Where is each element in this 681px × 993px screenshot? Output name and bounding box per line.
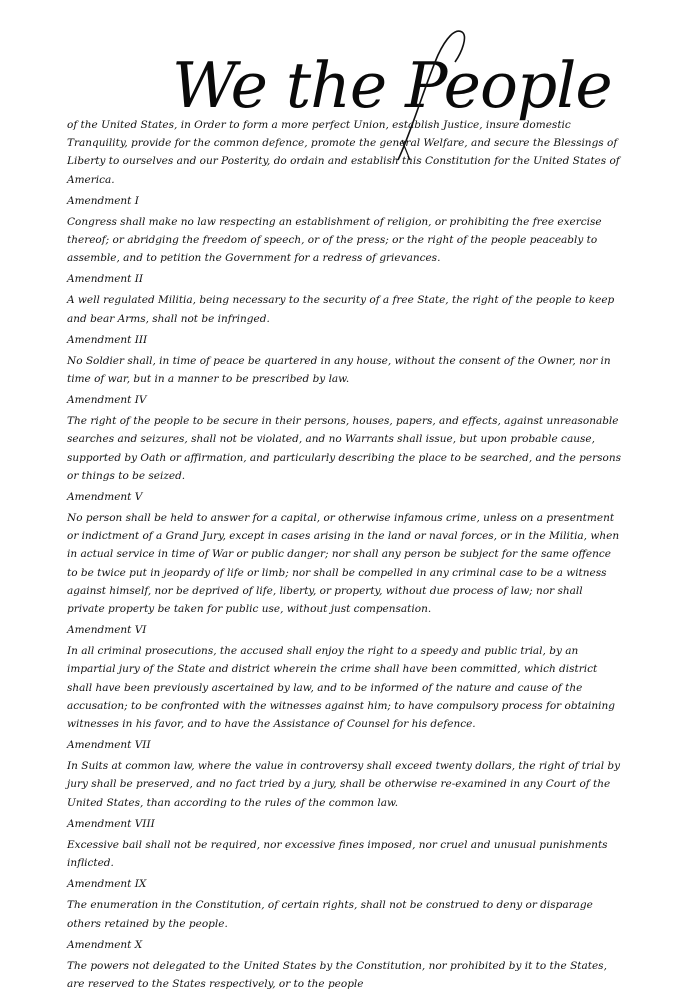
amendment-heading: Amendment X [67,938,143,951]
amendment-heading: Amendment III [67,333,148,346]
amendment-heading: Amendment VIII [67,817,155,830]
amendment-text: In Suits at common law, where the value in controversy shall exceed twenty dollars, the right of trial by jury shall be preserved, and no fact tried by a jury, shall be otherwise re-examined in any Court of the United States, than according to the rules of the common law. [67,760,621,809]
amendment-text: Excessive bail shall not be required, nor excessive fines imposed, nor cruel and unusual punishments inflicted. [67,838,608,870]
preamble-text: of the United States, in Order to form a more perfect Union, establish Justice, insure domestic Tranquility, provide for the common defence, promote the general Welfare, and secure the Blessings of Liberty to ourselves and our Posterity, do ordain and establish this Constitution for the United States of America. [67,119,620,186]
amendment-6 [67,621,622,733]
amendment-text: The powers not delegated to the United States by the Constitution, nor prohibited by it to the States, are reserved to the States respectively, or to the people [67,959,607,990]
amendment-4 [67,391,622,485]
amendment-1 [67,192,622,268]
amendment-8 [67,815,622,872]
amendment-text: The right of the people to be secure in their persons, houses, papers, and effects, against unreasonable searches and seizures, shall not be violated, and no Warrants shall issue, but upon probable cause, supported by Oath or affirmation, and particularly describing the place to be searched, and the persons or things to be seized. [67,415,621,482]
amendment-text: In all criminal prosecutions, the accused shall enjoy the right to a speedy and public trial, by an impartial jury of the State and district wherein the crime shall have been committed, which district shall have been previously ascertained by law, and to be informed of the nature and cause of the accusation; to be confronted with the witnesses against him; to have compulsory process for obtaining witnesses in his favor, and to have the Assistance of Counsel for his defence. [67,645,615,731]
amendment-heading: Amendment IX [67,878,147,891]
amendment-text: The enumeration in the Constitution, of certain rights, shall not be construed to deny or disparage others retained by the people. [67,899,593,930]
amendment-10 [67,936,622,993]
amendment-text: Congress shall make no law respecting an establishment of religion, or prohibiting the free exercise thereof; or abridging the freedom of speech, or of the press; or the right of the people peaceably to assemble, and to petition the Government for a redress of grievances. [67,215,602,265]
amendment-text: No Soldier shall, in time of peace be quartered in any house, without the consent of the Owner, nor in time of war, but in a manner to be prescribed by law. [67,354,611,386]
page-title: We the People [172,49,612,122]
amendment-7 [67,736,622,812]
amendment-heading: Amendment VI [67,624,147,637]
amendment-3 [67,331,622,388]
amendment-heading: Amendment VII [67,739,151,752]
amendment-heading: Amendment V [67,491,143,504]
amendment-heading: Amendment II [67,273,144,286]
amendment-heading: Amendment IV [67,394,147,407]
amendment-9 [67,875,622,932]
amendment-heading: Amendment I [67,194,139,207]
amendment-5 [67,488,622,618]
amendment-text: A well regulated Militia, being necessary to the security of a free State, the right of the people to keep and bear Arms, shall not be infringed. [67,294,615,325]
amendment-text: No person shall be held to answer for a capital, or otherwise infamous crime, unless on a presentment or indictment of a Grand Jury, except in cases arising in the land or naval forces, or in the Militia, when in actual service in time of War or public danger; nor shall any person be subject for the same offence to be twice put in jeopardy of life or limb; nor shall be compelled in any criminal case to be a witness against himself, nor be deprived of life, liberty, or property, without due process of law; nor shall private property be taken for public use, without just compensation. [67,512,620,616]
document-body [67,116,622,993]
amendment-2 [67,270,622,327]
